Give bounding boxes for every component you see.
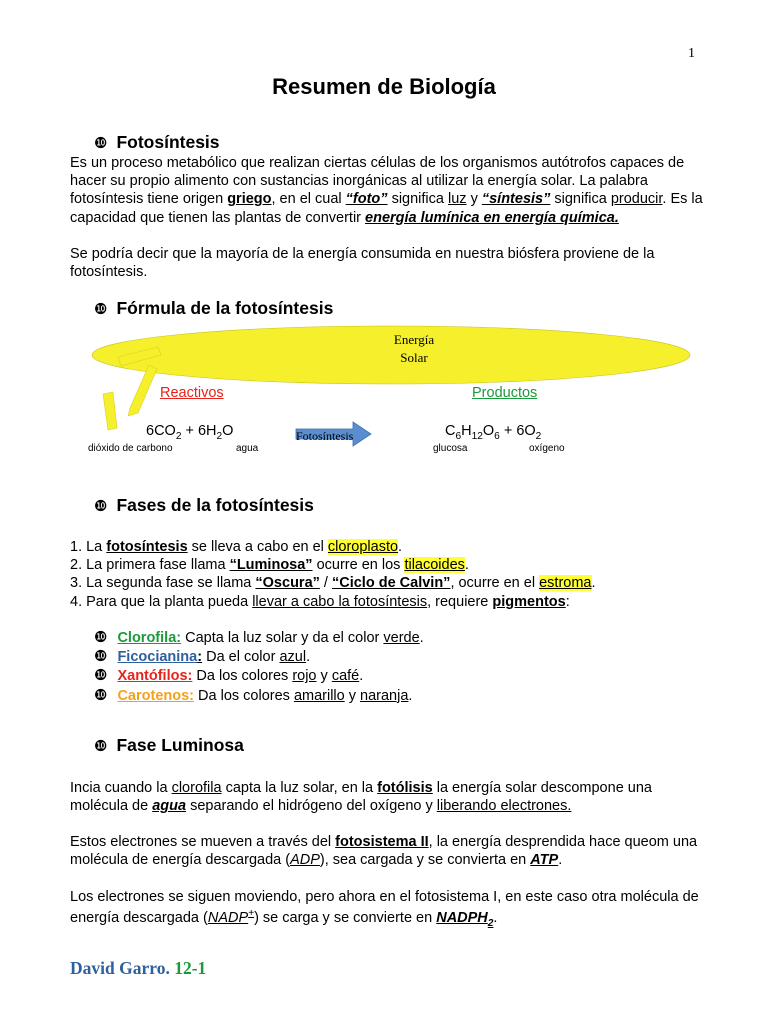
phases-list (70, 538, 596, 611)
page-number: 1 (688, 46, 695, 61)
text-run: C (445, 423, 456, 439)
paragraph-biosfera: Se podría decir que la mayoría de la energía consumida en nuestra biósfera proviene de la fotosíntesis. (70, 246, 655, 281)
text-run: ), sea cargada y se convierta en (319, 852, 531, 869)
text-run: 1. La (70, 539, 107, 555)
text-run: y (316, 668, 332, 685)
text-run: fotosistema II (335, 834, 429, 850)
text-run: , en el cual (271, 191, 346, 208)
paragraph-fotosistema-ii (70, 833, 710, 869)
text-run: : (565, 593, 570, 610)
text-run: Capta la luz solar y da el color (181, 630, 384, 646)
text-run: “síntesis” (481, 191, 551, 208)
label-oxigeno: oxígeno (529, 443, 565, 454)
text-run: Estos electrones se mueven a través del (70, 834, 336, 850)
text-run: luz (448, 191, 467, 208)
text-run: Es un proceso metabólico que realizan ciertas células de los organismos autótrofos capaces de hacer su propio alimento con sustancias inorgánicas al utilizar la energía solar. La palabra fotosíntesis tiene origen (70, 155, 685, 208)
text-run: 2. La primera fase llama (70, 557, 230, 574)
energy-label: Energía Solar (393, 332, 435, 365)
label-h2o: agua (236, 443, 259, 454)
text-run: 6CO (146, 423, 176, 439)
label-glucosa: glucosa (433, 443, 468, 454)
bullet-icon: ❿ (94, 628, 108, 646)
text-run: 12 (471, 430, 483, 442)
text-run: cloroplasto (327, 539, 399, 555)
text-run: ADP (290, 852, 320, 869)
author-group: 12-1 (174, 958, 207, 978)
text-run: . Es la capacidad que tienen las plantas de convertir (70, 191, 703, 226)
text-run: clorofila (171, 780, 222, 796)
text-run: Clorofila: (117, 630, 182, 646)
list-item (70, 574, 596, 592)
text-run: griego (227, 191, 272, 208)
text-run: energía lumínica en energía química. (365, 209, 619, 226)
text-run: Incia cuando la (70, 780, 172, 796)
text-run: O (482, 423, 495, 439)
text-run: amarillo (293, 687, 345, 704)
text-run: : (197, 649, 203, 666)
text-run: H (461, 423, 472, 439)
text-run: verde (383, 630, 420, 646)
text-run: ocurre en los (312, 557, 405, 574)
text-run: pigmentos (492, 593, 566, 610)
text-run: 2 (216, 430, 223, 442)
heading-formula: ❿ Fórmula de la fotosíntesis (94, 298, 334, 318)
text-run: . (398, 539, 403, 555)
text-run: y (344, 687, 361, 704)
text-run: O (222, 423, 234, 439)
text-run: fotosíntesis (106, 539, 188, 555)
productos-label: Productos (472, 385, 538, 401)
list-item (94, 647, 424, 666)
list-item (94, 628, 424, 647)
list-item (94, 686, 424, 705)
text-run: 2 (535, 430, 542, 442)
text-run: rojo (292, 668, 317, 685)
paragraph-definition (70, 154, 710, 227)
sun-ray-bar (103, 392, 117, 430)
arrow-label: Fotosíntesis (296, 429, 354, 440)
text-run: fotólisis (377, 780, 433, 796)
heading-fotosintesis: ❿ Fotosíntesis (94, 132, 220, 152)
bullet-icon: ❿ (94, 685, 108, 704)
reactivos-label: Reactivos (160, 385, 224, 401)
paragraph-fotosistema-i (70, 887, 710, 929)
text-run: / (319, 575, 332, 592)
text-run: “Oscura” (255, 575, 320, 592)
text-run: ) se carga y se convierte en (254, 910, 437, 926)
text-run: Da el color (202, 649, 280, 666)
text-run: estroma (539, 575, 592, 592)
text-run: NADP (207, 910, 249, 926)
text-run: Da los colores (192, 668, 293, 685)
products-formula (445, 423, 542, 442)
text-run: azul (279, 649, 307, 666)
text-run: , requiere (427, 593, 493, 610)
text-run: . (464, 557, 469, 574)
author-name: David Garro. (70, 958, 170, 978)
bullet-icon: ❿ (94, 134, 108, 152)
text-run: 6 (455, 430, 462, 442)
text-run: y (466, 191, 482, 208)
text-run: significa (550, 191, 611, 208)
text-run: . (591, 575, 596, 592)
text-run: producir (610, 191, 663, 208)
text-run: 2 (487, 917, 494, 929)
text-run: NADPH (436, 910, 488, 926)
text-run: + 6H (181, 423, 217, 439)
bullet-icon: ❿ (94, 737, 108, 755)
label-co2: dióxido de carbono (88, 443, 173, 454)
text-run: naranja (360, 687, 409, 704)
text-run: “Ciclo de Calvin” (331, 575, 451, 592)
text-run: Ficocianina (117, 649, 198, 666)
bullet-icon: ❿ (94, 497, 108, 515)
text-run: Carotenos: (117, 687, 194, 704)
reactants-formula (146, 423, 234, 442)
text-run: la energía solar descompone una molécula de (70, 780, 652, 815)
page-title: Resumen de Biología (272, 74, 496, 99)
text-run: . (493, 910, 498, 926)
bullet-icon: ❿ (94, 300, 108, 318)
text-run: . (419, 630, 424, 646)
text-run: , ocurre en el (450, 575, 540, 592)
text-run: “Luminosa” (229, 557, 313, 574)
text-run: . (359, 668, 364, 685)
text-run: café (331, 668, 360, 685)
text-run: Da los colores (194, 687, 294, 704)
text-run: 4. Para que la planta pueda (70, 593, 253, 610)
text-run: significa (387, 191, 448, 208)
text-run: “foto” (345, 191, 388, 208)
text-run: . (558, 852, 563, 869)
paragraph-fotolisis (70, 779, 710, 815)
text-run: separando el hidrógeno del oxígeno y (186, 798, 437, 815)
text-run: liberando electrones. (436, 798, 572, 815)
pigments-list (94, 628, 424, 705)
text-run: 2 (175, 430, 182, 442)
text-run: 6 (494, 430, 500, 442)
heading-fases: ❿ Fases de la fotosíntesis (94, 495, 314, 515)
text-run: . (408, 687, 413, 704)
text-run: Los electrones se siguen moviendo, pero ahora en el fotosistema I, en este caso otra molécula de energía descargada ( (70, 889, 699, 926)
list-item (70, 556, 596, 574)
list-item (70, 593, 596, 611)
footer-author (70, 958, 206, 979)
list-item (94, 666, 424, 685)
text-run: agua (152, 798, 187, 815)
heading-fase-luminosa: ❿ Fase Luminosa (94, 735, 244, 755)
text-run: tilacoides (404, 557, 465, 574)
text-run: , la energía desprendida hace queom una molécula de energía descargada ( (70, 834, 698, 869)
text-run: . (306, 649, 311, 666)
text-run: ATP (530, 852, 559, 869)
text-run: + (248, 908, 255, 920)
text-run: Xantófilos: (117, 668, 193, 685)
list-item (70, 538, 596, 556)
bullet-icon: ❿ (94, 666, 108, 685)
bullet-icon: ❿ (94, 647, 108, 666)
text-run: 3. La segunda fase se llama (70, 575, 256, 592)
text-run: llevar a cabo la fotosíntesis (252, 593, 428, 610)
text-run: capta la luz solar, en la (221, 780, 378, 796)
text-run: se lleva a cabo en el (187, 539, 328, 555)
text-run: + 6O (499, 423, 536, 439)
sun-ray-bar (128, 365, 157, 416)
